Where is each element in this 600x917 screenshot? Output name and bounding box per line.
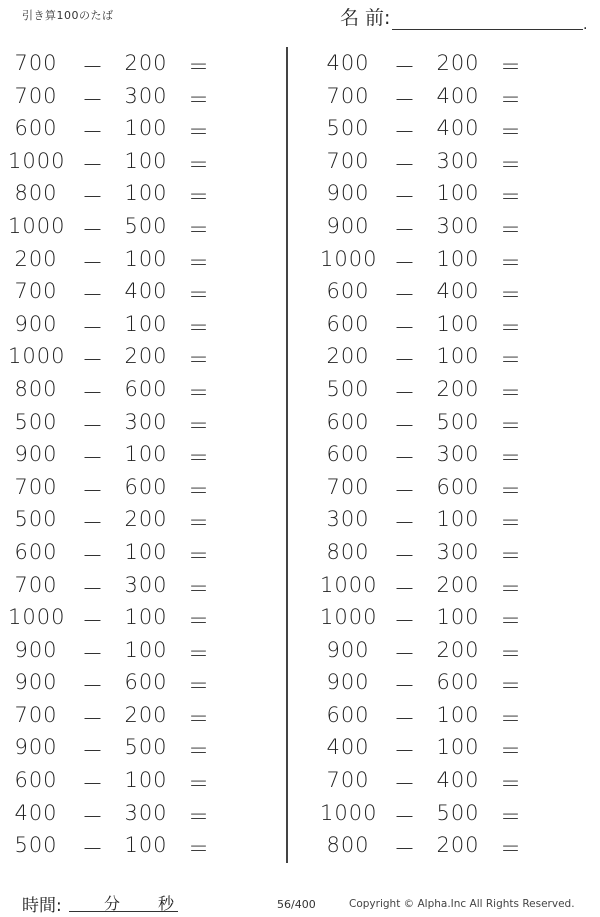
problem-row	[320, 635, 590, 668]
minuend: 600	[14, 768, 58, 793]
equals-sign: ＝	[188, 739, 210, 764]
problem-row	[320, 309, 590, 342]
equals-sign: ＝	[500, 478, 522, 503]
equals-sign: ＝	[188, 641, 210, 666]
equals-sign: ＝	[188, 543, 210, 568]
equals-sign: ＝	[500, 413, 522, 438]
subtrahend: 200	[124, 344, 168, 369]
problem-row	[8, 570, 278, 603]
minuend: 400	[326, 51, 370, 75]
copyright-notice: Copyright © Alpha.Inc All Rights Reserved.	[349, 898, 575, 910]
problem-row	[320, 504, 590, 537]
minus-sign: －	[82, 478, 104, 503]
equals-sign: ＝	[500, 152, 522, 177]
equals-sign: ＝	[188, 380, 210, 405]
minus-sign: －	[394, 348, 416, 373]
problem-row	[8, 504, 278, 537]
minuend: 700	[326, 768, 370, 793]
problem-row	[8, 472, 278, 505]
name-line-end: .	[583, 17, 588, 33]
problem-row	[320, 765, 590, 798]
minus-sign: －	[394, 217, 416, 242]
name-field	[340, 6, 588, 33]
subtrahend: 200	[436, 572, 480, 597]
subtrahend: 100	[124, 181, 168, 206]
subtrahend: 100	[436, 311, 480, 336]
equals-sign: ＝	[188, 837, 210, 862]
subtrahend: 100	[436, 702, 480, 727]
name-blank-line	[392, 11, 588, 33]
subtrahend: 200	[124, 507, 168, 532]
subtrahend: 400	[436, 768, 480, 793]
right-problem-column	[320, 48, 590, 863]
problem-row	[320, 244, 590, 277]
problem-row	[320, 732, 590, 765]
minuend: 600	[326, 311, 370, 336]
minus-sign: －	[82, 674, 104, 699]
minuend: 300	[326, 507, 370, 532]
minus-sign: －	[82, 380, 104, 405]
minus-sign: －	[82, 609, 104, 634]
equals-sign: ＝	[500, 283, 522, 308]
equals-sign: ＝	[500, 185, 522, 210]
equals-sign: ＝	[500, 576, 522, 601]
worksheet-title: 引き算100のたば	[22, 9, 114, 22]
minuend: 600	[326, 442, 370, 467]
minuend: 500	[14, 409, 58, 434]
equals-sign: ＝	[188, 511, 210, 536]
minuend: 900	[14, 442, 58, 467]
subtrahend: 200	[436, 833, 480, 858]
subtrahend: 400	[436, 83, 480, 108]
minus-sign: －	[394, 543, 416, 568]
equals-sign: ＝	[500, 543, 522, 568]
equals-sign: ＝	[500, 772, 522, 797]
problem-row	[320, 374, 590, 407]
problem-row	[320, 113, 590, 146]
problem-row	[8, 276, 278, 309]
equals-sign: ＝	[188, 772, 210, 797]
subtrahend: 300	[436, 213, 480, 238]
equals-sign: ＝	[500, 837, 522, 862]
minus-sign: －	[394, 152, 416, 177]
problem-row	[320, 830, 590, 863]
problem-row	[8, 178, 278, 211]
problem-row	[8, 667, 278, 700]
subtrahend: 100	[124, 539, 168, 564]
subtrahend: 300	[436, 148, 480, 173]
subtrahend: 400	[124, 279, 168, 304]
minus-sign: －	[82, 217, 104, 242]
problem-row	[320, 570, 590, 603]
minus-sign: －	[394, 315, 416, 340]
equals-sign: ＝	[188, 576, 210, 601]
subtrahend: 100	[436, 605, 480, 630]
problem-row	[8, 830, 278, 863]
problem-row	[8, 700, 278, 733]
minus-sign: －	[394, 478, 416, 503]
problem-row	[320, 700, 590, 733]
subtrahend: 100	[124, 637, 168, 662]
equals-sign: ＝	[188, 120, 210, 145]
subtrahend: 600	[124, 670, 168, 695]
problem-row	[8, 537, 278, 570]
equals-sign: ＝	[500, 511, 522, 536]
problem-row	[8, 211, 278, 244]
minuend: 800	[14, 181, 58, 206]
minuend: 600	[326, 702, 370, 727]
equals-sign: ＝	[188, 152, 210, 177]
minutes-unit: 分	[104, 894, 121, 913]
minus-sign: －	[394, 576, 416, 601]
problem-row	[320, 146, 590, 179]
subtrahend: 100	[436, 507, 480, 532]
subtrahend: 300	[124, 409, 168, 434]
subtrahend: 100	[436, 344, 480, 369]
subtrahend: 300	[436, 539, 480, 564]
minuend: 700	[14, 51, 58, 75]
equals-sign: ＝	[188, 674, 210, 699]
subtrahend: 300	[124, 83, 168, 108]
minus-sign: －	[82, 706, 104, 731]
problem-row	[8, 602, 278, 635]
minus-sign: －	[82, 315, 104, 340]
subtrahend: 400	[436, 116, 480, 141]
minus-sign: －	[394, 706, 416, 731]
problem-row	[320, 341, 590, 374]
problem-row	[8, 113, 278, 146]
problem-row	[8, 374, 278, 407]
minus-sign: －	[82, 511, 104, 536]
equals-sign: ＝	[500, 609, 522, 634]
minus-sign: －	[82, 804, 104, 829]
equals-sign: ＝	[188, 315, 210, 340]
minus-sign: －	[394, 87, 416, 112]
minuend: 900	[14, 670, 58, 695]
minuend: 1000	[320, 572, 378, 597]
seconds-unit: 秒	[158, 894, 175, 913]
problem-row	[8, 765, 278, 798]
subtrahend: 100	[124, 116, 168, 141]
minus-sign: －	[82, 250, 104, 275]
equals-sign: ＝	[188, 348, 210, 373]
minuend: 900	[326, 213, 370, 238]
minus-sign: －	[394, 283, 416, 308]
problem-row	[320, 276, 590, 309]
problem-row	[320, 407, 590, 440]
problem-row	[320, 602, 590, 635]
equals-sign: ＝	[500, 348, 522, 373]
equals-sign: ＝	[500, 87, 522, 112]
minus-sign: －	[82, 446, 104, 471]
minuend: 900	[326, 670, 370, 695]
minus-sign: －	[394, 739, 416, 764]
subtrahend: 500	[436, 409, 480, 434]
minus-sign: －	[394, 250, 416, 275]
minuend: 1000	[8, 148, 66, 173]
problem-row	[320, 81, 590, 114]
minuend: 500	[326, 376, 370, 401]
column-divider	[286, 47, 288, 863]
problem-row	[8, 798, 278, 831]
problem-row	[320, 537, 590, 570]
minuend: 700	[14, 474, 58, 499]
time-label: 時間:	[22, 896, 62, 916]
equals-sign: ＝	[188, 217, 210, 242]
subtrahend: 100	[436, 735, 480, 760]
equals-sign: ＝	[500, 315, 522, 340]
equals-sign: ＝	[500, 674, 522, 699]
minus-sign: －	[82, 152, 104, 177]
subtrahend: 100	[436, 246, 480, 271]
minus-sign: －	[394, 413, 416, 438]
problem-row	[8, 244, 278, 277]
equals-sign: ＝	[500, 250, 522, 275]
equals-sign: ＝	[500, 804, 522, 829]
problem-row	[320, 439, 590, 472]
minuend: 700	[326, 474, 370, 499]
subtrahend: 100	[124, 442, 168, 467]
subtrahend: 500	[124, 213, 168, 238]
equals-sign: ＝	[500, 706, 522, 731]
equals-sign: ＝	[188, 55, 210, 79]
subtrahend: 200	[436, 51, 480, 75]
minuend: 1000	[320, 246, 378, 271]
problem-row	[8, 635, 278, 668]
minuend: 500	[14, 507, 58, 532]
equals-sign: ＝	[500, 641, 522, 666]
minus-sign: －	[394, 55, 416, 79]
minuend: 900	[14, 637, 58, 662]
minus-sign: －	[394, 380, 416, 405]
subtrahend: 100	[124, 246, 168, 271]
problem-row	[320, 667, 590, 700]
minus-sign: －	[394, 511, 416, 536]
minuend: 700	[14, 572, 58, 597]
minuend: 1000	[8, 213, 66, 238]
left-problem-column	[8, 48, 278, 863]
minuend: 900	[14, 735, 58, 760]
equals-sign: ＝	[188, 804, 210, 829]
problem-row	[8, 439, 278, 472]
minuend: 900	[326, 181, 370, 206]
minuend: 500	[326, 116, 370, 141]
minuend: 600	[326, 279, 370, 304]
equals-sign: ＝	[188, 706, 210, 731]
minus-sign: －	[82, 283, 104, 308]
minus-sign: －	[82, 348, 104, 373]
minuend: 1000	[320, 800, 378, 825]
minuend: 900	[326, 637, 370, 662]
minus-sign: －	[82, 543, 104, 568]
minuend: 400	[326, 735, 370, 760]
problem-row	[8, 732, 278, 765]
minuend: 700	[14, 279, 58, 304]
minus-sign: －	[82, 739, 104, 764]
minuend: 600	[14, 116, 58, 141]
subtrahend: 200	[124, 702, 168, 727]
minus-sign: －	[82, 772, 104, 797]
equals-sign: ＝	[500, 446, 522, 471]
problem-row	[320, 178, 590, 211]
problem-row	[320, 472, 590, 505]
subtrahend: 600	[436, 474, 480, 499]
minus-sign: －	[82, 413, 104, 438]
minus-sign: －	[394, 772, 416, 797]
problem-row	[8, 81, 278, 114]
problem-row	[320, 48, 590, 81]
minus-sign: －	[394, 674, 416, 699]
subtrahend: 100	[124, 605, 168, 630]
subtrahend: 600	[124, 376, 168, 401]
subtrahend: 300	[124, 800, 168, 825]
minuend: 200	[326, 344, 370, 369]
equals-sign: ＝	[500, 739, 522, 764]
equals-sign: ＝	[500, 120, 522, 145]
subtrahend: 100	[124, 833, 168, 858]
minuend: 800	[14, 376, 58, 401]
name-label: 名 前:	[340, 7, 391, 29]
minus-sign: －	[394, 641, 416, 666]
subtrahend: 100	[124, 768, 168, 793]
minuend: 900	[14, 311, 58, 336]
page-number: 56/400	[277, 898, 316, 911]
subtrahend: 500	[436, 800, 480, 825]
minuend: 1000	[8, 344, 66, 369]
equals-sign: ＝	[188, 185, 210, 210]
minus-sign: －	[394, 120, 416, 145]
minus-sign: －	[394, 804, 416, 829]
problem-row	[8, 48, 278, 81]
subtrahend: 100	[436, 181, 480, 206]
minus-sign: －	[82, 185, 104, 210]
problem-row	[8, 407, 278, 440]
minuend: 200	[14, 246, 58, 271]
equals-sign: ＝	[188, 283, 210, 308]
subtrahend: 400	[436, 279, 480, 304]
minus-sign: －	[82, 120, 104, 145]
subtrahend: 600	[124, 474, 168, 499]
subtrahend: 500	[124, 735, 168, 760]
minuend: 700	[326, 148, 370, 173]
equals-sign: ＝	[500, 380, 522, 405]
problem-row	[8, 341, 278, 374]
minuend: 700	[14, 702, 58, 727]
problem-row	[320, 798, 590, 831]
minuend: 700	[326, 83, 370, 108]
minuend: 500	[14, 833, 58, 858]
equals-sign: ＝	[188, 413, 210, 438]
minus-sign: －	[394, 609, 416, 634]
minuend: 600	[326, 409, 370, 434]
minuend: 400	[14, 800, 58, 825]
minus-sign: －	[394, 837, 416, 862]
equals-sign: ＝	[500, 217, 522, 242]
minus-sign: －	[82, 55, 104, 79]
equals-sign: ＝	[188, 250, 210, 275]
subtrahend: 100	[124, 311, 168, 336]
minus-sign: －	[82, 641, 104, 666]
minus-sign: －	[394, 185, 416, 210]
problem-row	[8, 309, 278, 342]
problem-row	[8, 146, 278, 179]
equals-sign: ＝	[500, 55, 522, 79]
minus-sign: －	[82, 576, 104, 601]
minuend: 1000	[8, 605, 66, 630]
equals-sign: ＝	[188, 446, 210, 471]
subtrahend: 600	[436, 670, 480, 695]
subtrahend: 200	[124, 51, 168, 75]
minuend: 1000	[320, 605, 378, 630]
subtrahend: 100	[124, 148, 168, 173]
equals-sign: ＝	[188, 478, 210, 503]
minus-sign: －	[394, 446, 416, 471]
problem-row	[320, 211, 590, 244]
minus-sign: －	[82, 837, 104, 862]
equals-sign: ＝	[188, 609, 210, 634]
minuend: 600	[14, 539, 58, 564]
subtrahend: 300	[436, 442, 480, 467]
subtrahend: 200	[436, 376, 480, 401]
subtrahend: 300	[124, 572, 168, 597]
subtrahend: 200	[436, 637, 480, 662]
minuend: 800	[326, 833, 370, 858]
minuend: 700	[14, 83, 58, 108]
minus-sign: －	[82, 87, 104, 112]
equals-sign: ＝	[188, 87, 210, 112]
minuend: 800	[326, 539, 370, 564]
